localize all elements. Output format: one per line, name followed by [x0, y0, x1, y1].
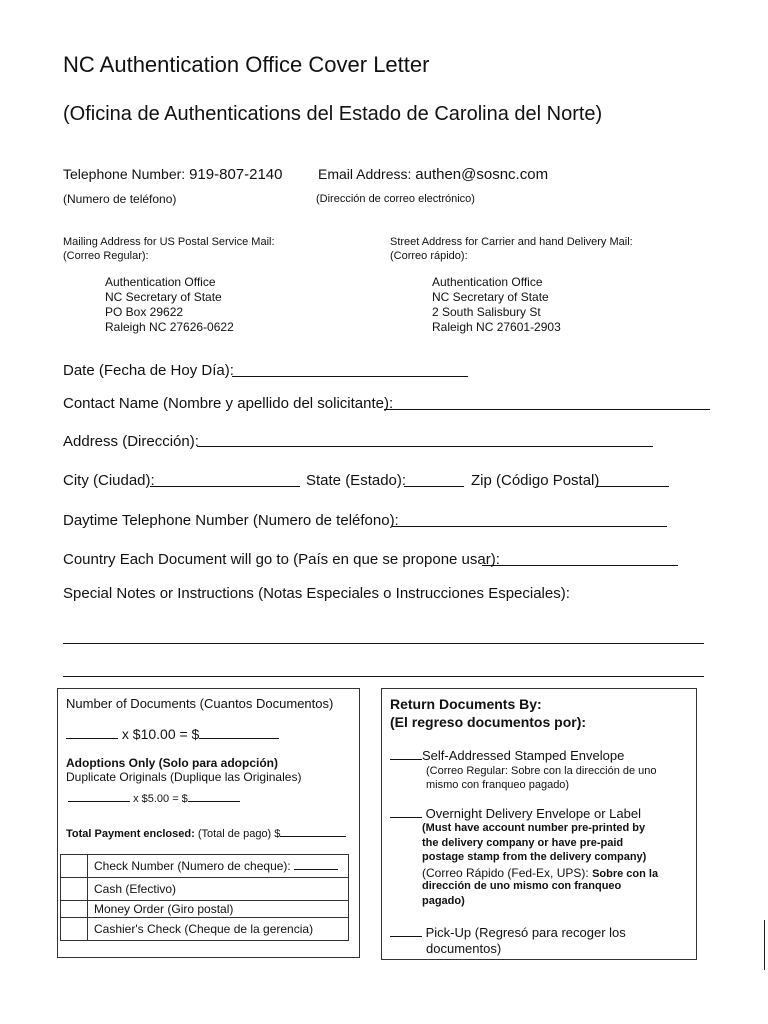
sase-label: Self-Addressed Stamped Envelope [422, 748, 625, 763]
street-address-line: NC Secretary of State [432, 290, 549, 304]
state-field[interactable] [404, 486, 464, 487]
cash-checkbox[interactable] [61, 878, 88, 901]
date-field[interactable] [232, 376, 468, 377]
payment-method-row [61, 878, 349, 901]
street-address-line: Raleigh NC 27601-2903 [432, 320, 561, 334]
overnight-note-4 [422, 866, 658, 880]
check-number-label: Check Number (Numero de cheque): [94, 859, 291, 873]
contact-name-label: Contact Name (Nombre y apellido del solicitante): [63, 395, 394, 412]
documents-heading: Number of Documents (Cuantos Documentos) [66, 696, 334, 711]
document-count-field[interactable] [66, 737, 118, 739]
street-address-line: Authentication Office [432, 275, 543, 289]
total-payment-line [66, 828, 346, 840]
overnight-label: Overnight Delivery Envelope or Label [425, 806, 641, 821]
special-notes-line-1[interactable] [63, 643, 704, 644]
return-option-overnight [390, 806, 641, 821]
return-option-pickup [390, 925, 626, 940]
payment-method-cash: Cash (Efectivo) [88, 878, 349, 901]
overnight-note-4-bold: Sobre con la [592, 868, 659, 880]
total-payment-label: Total Payment enclosed: [66, 828, 195, 840]
street-address-line: 2 South Salisbury St [432, 305, 541, 319]
country-field[interactable] [482, 565, 678, 566]
daytime-phone-label: Daytime Telephone Number (Numero de teléfono): [63, 512, 399, 529]
total-payment-label-spanish: (Total de pago) $ [197, 828, 281, 840]
mailing-address-line: Authentication Office [105, 275, 216, 289]
return-option-sase [390, 748, 624, 763]
mailing-address-line: PO Box 29622 [105, 305, 184, 319]
adoptions-fee-label: x $5.00 = $ [133, 793, 188, 805]
page-title: NC Authentication Office Cover Letter [63, 52, 430, 77]
phone-number: 919-807-2140 [189, 166, 283, 183]
street-heading-spanish: (Correo rápido): [390, 250, 468, 262]
country-label: Country Each Document will go to (País en que se propone usar): [63, 551, 500, 568]
overnight-note-1: (Must have account number pre-printed by [422, 822, 646, 834]
documents-fee-label: x $10.00 = $ [121, 726, 200, 742]
cashiers-check-checkbox[interactable] [61, 918, 88, 941]
email-line [318, 166, 548, 183]
pickup-label: Pick-Up (Regresó para recoger los [425, 925, 626, 940]
sase-note-1: (Correo Regular: Sobre con la dirección de uno [426, 765, 657, 777]
contact-name-field[interactable] [384, 409, 710, 410]
city-field[interactable] [150, 486, 300, 487]
phone-label: Telephone Number: [63, 166, 186, 182]
overnight-note-4-spanish: (Correo Rápido (Fed-Ex, UPS): [422, 866, 589, 880]
special-notes-line-2[interactable] [63, 676, 704, 677]
payment-method-row [61, 918, 349, 941]
state-label: State (Estado): [306, 472, 407, 489]
phone-label-spanish: (Numero de teléfono) [63, 192, 177, 206]
payment-method-cashiers-check: Cashier's Check (Cheque de la gerencia) [88, 918, 349, 941]
scan-edge-mark [764, 920, 765, 970]
pickup-checkbox-line[interactable] [390, 935, 422, 937]
pickup-label-2: documentos) [426, 941, 502, 956]
payment-method-check [88, 855, 349, 878]
city-label: City (Ciudad): [63, 472, 155, 489]
adoptions-fee-line [68, 793, 240, 805]
address-label: Address (Dirección): [63, 433, 199, 450]
total-payment-field[interactable] [280, 835, 346, 837]
street-address [432, 275, 561, 335]
email-label-spanish: (Dirección de correo electrónico) [316, 193, 475, 205]
email-label: Email Address: [318, 166, 412, 182]
overnight-checkbox-line[interactable] [390, 816, 422, 818]
adoptions-subheading: Duplicate Originals (Duplique las Originales) [66, 770, 302, 784]
overnight-note-5: dirección de uno mismo con franqueo [422, 880, 622, 892]
zip-label: Zip (Código Postal) [471, 472, 600, 489]
special-notes-label: Special Notes or Instructions (Notas Especiales o Instrucciones Especiales): [63, 585, 570, 602]
overnight-note-2: the delivery company or have pre-paid [422, 837, 624, 849]
mailing-address-line: Raleigh NC 27626-0622 [105, 320, 234, 334]
money-order-checkbox[interactable] [61, 901, 88, 918]
check-checkbox[interactable] [61, 855, 88, 878]
sase-checkbox-line[interactable] [390, 758, 422, 760]
payment-method-money-order: Money Order (Giro postal) [88, 901, 349, 918]
overnight-note-3: postage stamp from the delivery company) [422, 851, 647, 863]
mailing-heading-spanish: (Correo Regular): [63, 250, 149, 262]
daytime-phone-field[interactable] [392, 526, 667, 527]
zip-field[interactable] [597, 486, 669, 487]
date-label: Date (Fecha de Hoy Día): [63, 362, 234, 379]
email-address: authen@sosnc.com [415, 166, 549, 183]
street-heading: Street Address for Carrier and hand Delivery Mail: [390, 236, 633, 248]
adoptions-heading: Adoptions Only (Solo para adopción) [66, 756, 278, 770]
documents-fee-line [66, 726, 279, 742]
documents-fee-total-field[interactable] [199, 737, 279, 739]
adoption-count-field[interactable] [68, 800, 130, 802]
page-subtitle: (Oficina de Authentications del Estado de Carolina del Norte) [63, 103, 603, 125]
return-heading: Return Documents By: [390, 696, 542, 712]
address-field[interactable] [197, 446, 653, 447]
sase-note-2: mismo con franqueo pagado) [426, 779, 570, 791]
payment-method-row [61, 855, 349, 878]
adoption-fee-total-field[interactable] [188, 800, 240, 802]
payment-method-row [61, 901, 349, 918]
check-number-field[interactable] [294, 868, 338, 870]
mailing-address-line: NC Secretary of State [105, 290, 222, 304]
return-heading-spanish: (El regreso documentos por): [390, 714, 587, 730]
payment-method-table [60, 854, 349, 941]
phone-line [63, 166, 283, 183]
mailing-address [105, 275, 234, 335]
mailing-heading: Mailing Address for US Postal Service Mail: [63, 236, 275, 248]
overnight-note-6: pagado) [422, 895, 465, 907]
